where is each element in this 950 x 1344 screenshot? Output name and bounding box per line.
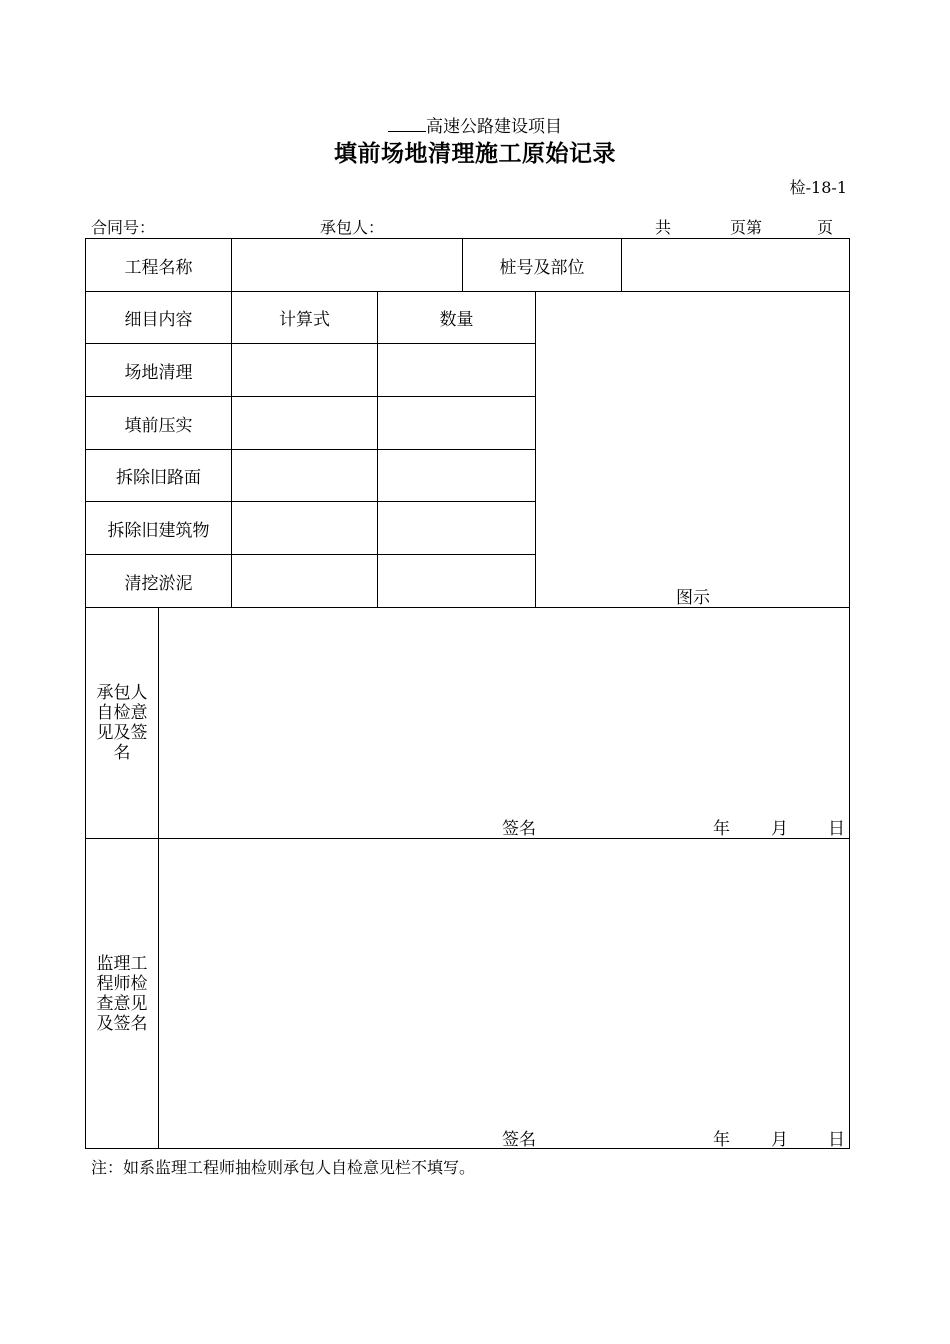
project-suffix: 高速公路建设项目 (426, 117, 562, 137)
quantity-cell[interactable] (378, 397, 535, 449)
row-label-silt-removal: 清挖淤泥 (124, 573, 193, 594)
row-label-remove-old-buildings: 拆除旧建筑物 (107, 520, 210, 541)
station-label: 桩号及部位 (499, 257, 585, 278)
formula-cell[interactable] (232, 502, 377, 554)
formula-cell[interactable] (232, 344, 377, 396)
formula-cell[interactable] (232, 397, 377, 449)
column-header-quantity: 数量 (439, 310, 474, 330)
formula-cell[interactable] (232, 450, 377, 501)
quantity-cell[interactable] (378, 450, 535, 501)
contract-number-label: 合同号： (91, 218, 156, 237)
quantity-cell[interactable] (378, 502, 535, 554)
page-suffix-label: 页 (817, 218, 834, 237)
contractor-month-label: 月 (771, 819, 788, 839)
column-header-item: 细目内容 (124, 310, 193, 330)
supervisor-month-label: 月 (771, 1130, 788, 1150)
page-total-label: 共 (655, 218, 672, 237)
contractor-opinion-label: 承包人自检意见及签名 (96, 683, 148, 763)
formula-cell[interactable] (232, 555, 377, 607)
station-field[interactable] (622, 239, 849, 291)
supervisor-opinion-field[interactable] (159, 839, 849, 1148)
page-current-label: 页第 (730, 218, 763, 237)
row-label-site-clearing: 场地清理 (124, 362, 193, 383)
diagram-label: 图示 (676, 588, 710, 608)
column-header-formula: 计算式 (279, 310, 330, 330)
row-label-remove-old-pavement: 拆除旧路面 (116, 468, 201, 488)
project-name-blank[interactable] (388, 116, 426, 132)
contractor-year-label: 年 (713, 819, 730, 839)
table-border-right (849, 238, 850, 1149)
project-name-label: 工程名称 (124, 257, 193, 278)
project-name-line (0, 112, 950, 137)
supervisor-opinion-label: 监理工程师检查意见及签名 (96, 954, 148, 1034)
row-label-compaction: 填前压实 (124, 415, 193, 436)
contractor-label: 承包人： (320, 218, 385, 237)
supervisor-day-label: 日 (828, 1130, 845, 1150)
page-title: 填前场地清理施工原始记录 (334, 140, 616, 167)
contractor-day-label: 日 (828, 819, 845, 839)
form-code: 检-18-1 (789, 178, 847, 197)
contractor-opinion-field[interactable] (159, 608, 849, 838)
supervisor-year-label: 年 (713, 1130, 730, 1150)
supervisor-sign-label: 签名 (502, 1130, 536, 1150)
project-name-field[interactable] (232, 239, 462, 291)
table-border-bottom (85, 1148, 850, 1149)
quantity-cell[interactable] (378, 555, 535, 607)
footnote: 注：如系监理工程师抽检则承包人自检意见栏不填写。 (91, 1158, 476, 1177)
diagram-area[interactable] (536, 292, 849, 607)
contractor-sign-label: 签名 (502, 819, 536, 839)
quantity-cell[interactable] (378, 344, 535, 396)
